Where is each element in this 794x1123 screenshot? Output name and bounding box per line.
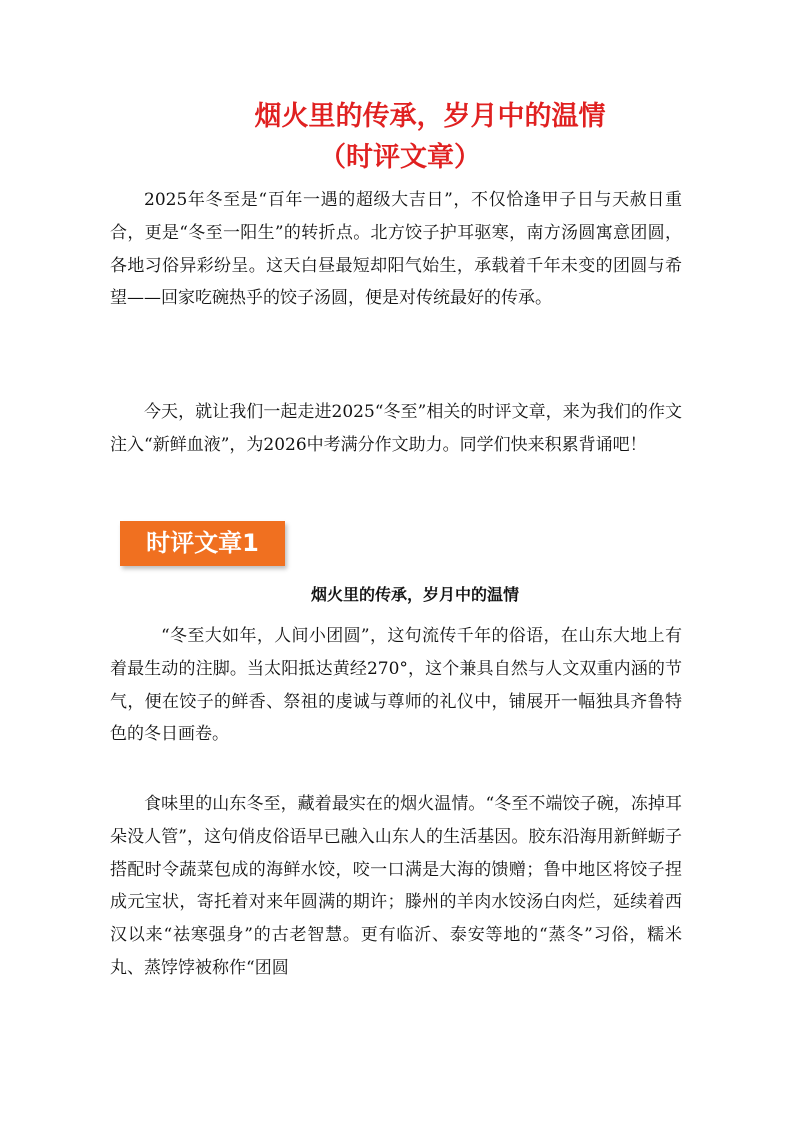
article-paragraph-1: “冬至大如年，人间小团圆”，这句流传千年的俗语，在山东大地上有着最生动的注脚。当太阳抵达黄经270°，这个兼具自然与人文双重内涵的节气，便在饺子的鲜香、祭祖的虔诚与尊师的礼仪中，铺展开一幅独具齐鲁特色的冬日画卷。 (110, 626, 682, 745)
intro-paragraph-2: 今天，就让我们一起走进2025“冬至”相关的时评文章，来为我们的作文注入“新鲜血液”，为2026中考满分作文助力。同学们快来积累背诵吧！ (110, 402, 682, 455)
article-paragraph-2: 食味里的山东冬至，藏着最实在的烟火温情。“冬至不端饺子碗，冻掉耳朵没人管”，这句俏皮俗语早已融入山东人的生活基因。胶东沿海用新鲜蛎子搭配时令蔬菜包成的海鲜水饺，咬一口满是大海的馈赠；鲁中地区将饺子捏成元宝状，寄托着对来年圆满的期许；滕州的羊肉水饺汤白肉烂，延续着西汉以来“祛寒强身”的古老智慧。更有临沂、泰安等地的“蒸冬”习俗，糯米丸、蒸饽饽被称作“团圆 (110, 794, 682, 978)
section-badge: 时评文章1 (120, 521, 285, 566)
page-title: 烟火里的传承，岁月中的温情 (254, 101, 606, 132)
page-subtitle: （时评文章） (319, 142, 481, 173)
intro-paragraph-1: 2025年冬至是“百年一遇的超级大吉日”，不仅恰逢甲子日与天赦日重合，更是“冬至一阳生”的转折点。北方饺子护耳驱寒，南方汤圆寓意团圆，各地习俗异彩纷呈。这天白昼最短却阳气始生，承载着千年未变的团圆与希望——回家吃碗热乎的饺子汤圆，便是对传统最好的传承。 (110, 190, 682, 309)
article-title: 烟火里的传承，岁月中的温情 (310, 585, 519, 604)
